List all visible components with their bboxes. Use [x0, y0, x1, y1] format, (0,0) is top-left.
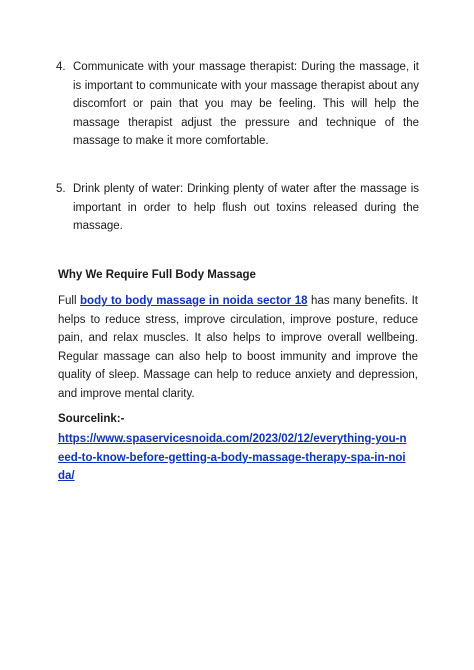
massage-noida-link[interactable]: body to body massage in noida sector 18: [80, 295, 308, 307]
section-heading: Why We Require Full Body Massage: [58, 269, 256, 281]
paragraph-prefix: Full: [58, 295, 81, 307]
list-item-communicate: [56, 58, 419, 151]
source-label: Sourcelink:-: [58, 413, 125, 425]
list-item-text: Drink plenty of water: Drinking plenty of water after the massage is important in order to help flush out toxins released during the massage.: [73, 183, 419, 232]
paragraph-rest: has many benefits. It helps to reduce stress, improve circulation, improve posture, reduce pain, and relax muscles. It also helps to improve overall wellbeing. Regular massage can also help to boost immunity and improve the quality of sleep. Massage can help to reduce anxiety and depression, and improve mental clarity.: [58, 295, 418, 400]
list-item-text: Communicate with your massage therapist: During the massage, it is important to communicate with your massage therapist about any discomfort or pain that you may be feeling. This will help the massage therapist adjust the pressure and technique of the massage to make it more comfortable.: [73, 61, 419, 147]
source-link[interactable]: https://www.spaservicesnoida.com/2023/02/12/everything-you-need-to-know-before-getting-a-body-massage-therapy-spa-in-noida/: [58, 433, 407, 482]
list-item-drink-water: [56, 180, 419, 236]
source-url-block: [58, 430, 410, 486]
body-paragraph: [58, 292, 418, 403]
list-number: 5.: [56, 183, 66, 195]
list-number: 4.: [56, 61, 66, 73]
